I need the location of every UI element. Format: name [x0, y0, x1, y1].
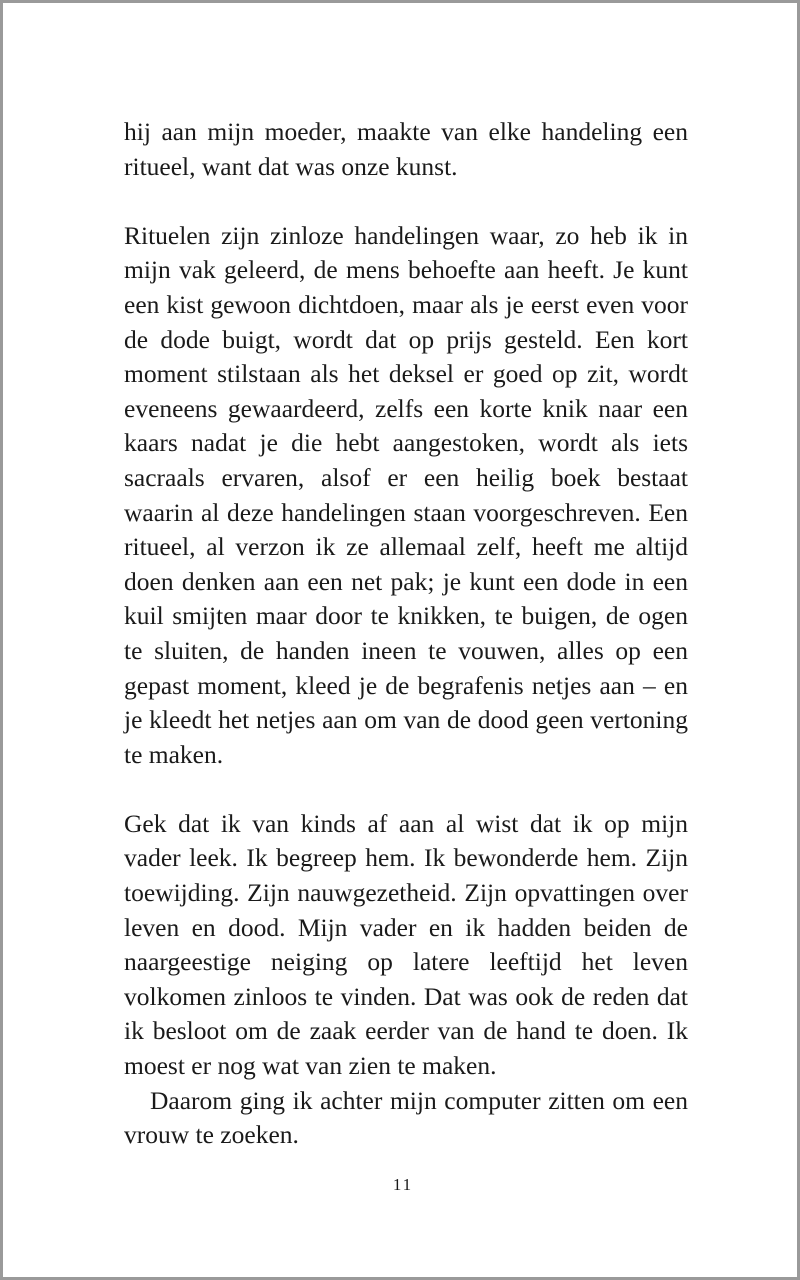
paragraph-computer: Daarom ging ik achter mijn computer zitten om een vrouw te zoeken. — [124, 1085, 688, 1150]
body-text — [124, 115, 688, 1153]
paragraph-rituals: Rituelen zijn zinloze handelingen waar, zo heb ik in mijn vak geleerd, de mens behoefte aan heeft. Je kunt een kist gewoon dichtdoen, maar als je eerst even voor de dode buigt, wordt dat op prijs gesteld. Een kort moment stilstaan als het deksel er goed op zit, wordt eveneens gewaardeerd, zelfs een korte knik naar een kaars nadat je die hebt aangestoken, wordt als iets sacraals ervaren, alsof er een heilig boek bestaat waarin al deze handelingen staan voorgeschreven. Een ritueel, al verzon ik ze allemaal zelf, heeft me altijd doen denken aan een net pak; je kunt een dode in een kuil smijten maar door te knikken, te buigen, de ogen te sluiten, de handen ineen te vouwen, alles op een gepast moment, kleed je de begrafenis netjes aan – en je kleedt het netjes aan om van de dood geen vertoning te maken. — [124, 220, 688, 769]
page-number: 11 — [392, 1175, 414, 1194]
paragraph-father: Gek dat ik van kinds af aan al wist dat ik op mijn vader leek. Ik begreep hem. Ik bewonderde hem. Zijn toewijding. Zijn nauwgezetheid. Zijn opvattingen over leven en dood. Mijn vader en ik hadden beiden de naargeestige neiging op latere leeftijd het leven volkomen zinloos te vinden. Dat was ook de reden dat ik besloot om de zaak eerder van de hand te doen. Ik moest er nog wat van zien te maken. — [124, 808, 688, 1081]
paragraph-continued: hij aan mijn moeder, maakte van elke handeling een ritueel, want dat was onze kunst. — [124, 117, 688, 181]
